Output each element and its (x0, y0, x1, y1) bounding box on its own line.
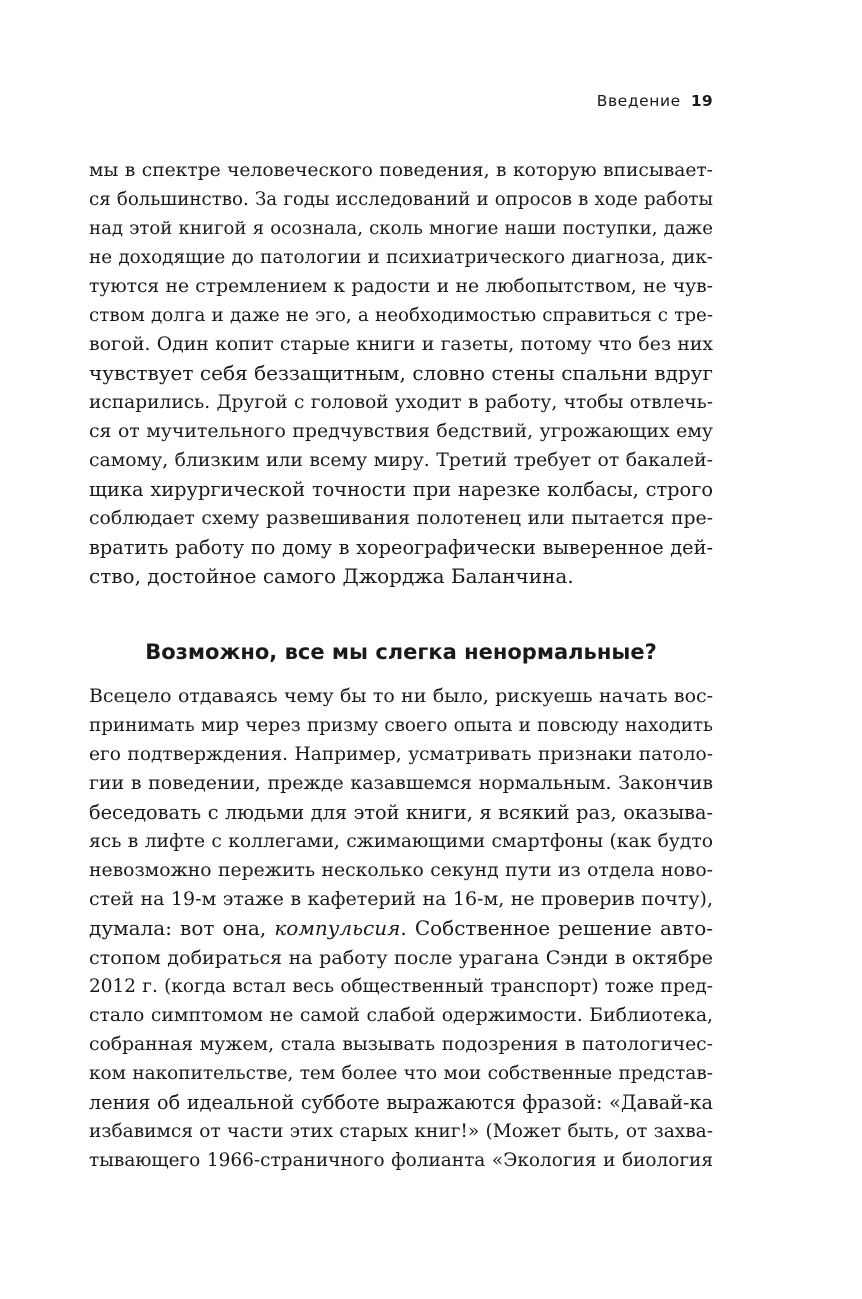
text-line: ство, достойное самого Джорджа Баланчина. (89, 564, 574, 588)
text-line: над этой книгой я осознала, сколь многие наши поступки, даже (89, 218, 713, 239)
text-line: стопом добираться на работу после урагана Сэнди в октябре (89, 946, 713, 969)
text-line: Всецело отдаваясь чему бы то ни было, рискуешь начать вос- (89, 685, 713, 707)
italic-term: компульсия (274, 916, 401, 940)
text-line: чувствует себя беззащитным, словно стены спальни вдруг (89, 361, 713, 385)
text-line: мы в спектре человеческого поведения, в которую вписывает- (89, 160, 713, 181)
text-line: невозможно пережить несколько секунд пути из отдела ново- (89, 860, 713, 881)
text-line: туются не стремлением к радости и не любопытством, не чув- (89, 276, 713, 297)
section-title: Введение (596, 92, 681, 110)
text-line: не доходящие до патологии и психиатрического диагноза, дик- (89, 247, 713, 268)
text-line: ством долга и даже не эго, а необходимостью справиться с тре- (89, 305, 713, 326)
text-line: самому, близким или всему миру. Третий требует от бакалей- (89, 450, 713, 471)
text-line: соблюдает схему развешивания полотенец или пытается пре- (89, 508, 713, 529)
text-line: вратить работу по дому в хореографически выверенное дей- (89, 536, 713, 559)
text-line: гии в поведении, прежде казавшемся нормальным. Закончив (89, 772, 713, 794)
text-line: стало симптомом не самой слабой одержимости. Библиотека, (89, 1005, 713, 1026)
text-line: тывающего 1966-страничного фолианта «Экология и биология (89, 1150, 713, 1171)
text-line: принимать мир через призму своего опыта и повсюду находить (89, 715, 713, 736)
text-line: щика хирургической точности при нарезке колбасы, строго (89, 478, 713, 501)
text-line: вогой. Один копит старые книги и газеты, потому что без них (89, 334, 713, 355)
text-line: стей на 19-м этаже в кафетерий на 16-м, не проверив почту), (89, 888, 713, 910)
text-line: ком накопительстве, тем более что мои собственные представ- (89, 1063, 713, 1084)
running-head (597, 92, 713, 110)
text-line: ясь в лифте с коллегами, сжимающими смартфоны (как будто (89, 831, 713, 852)
page-number: 19 (690, 92, 713, 110)
text-line: 2012 г. (когда встал весь общественный транспорт) тоже пред- (89, 976, 713, 997)
text-line: собранная мужем, стала вызывать подозрения в патологичес- (89, 1034, 713, 1055)
text-run: . Собственное решение авто- (400, 916, 713, 940)
text-line: испарились. Другой с головой уходит в работу, чтобы отвлечь- (89, 392, 713, 413)
text-line: избавимся от части этих старых книг!» (Может быть, от захва- (89, 1121, 713, 1142)
text-line: ся большинство. За годы исследований и опросов в ходе работы (89, 189, 713, 210)
text-line (89, 914, 713, 943)
section-heading: Возможно, все мы слегка ненормальные? (145, 640, 657, 664)
text-line: ся от мучительного предчувствия бедствий, угрожающих ему (89, 421, 713, 442)
text-run: думала: вот она, (89, 916, 275, 940)
text-line: беседовать с людьми для этой книги, я всякий раз, оказыва- (89, 801, 713, 824)
text-line: ления об идеальной субботе выражаются фразой: «Давай-ка (89, 1091, 713, 1114)
text-line: его подтверждения. Например, усматривать признаки патоло- (89, 744, 713, 765)
